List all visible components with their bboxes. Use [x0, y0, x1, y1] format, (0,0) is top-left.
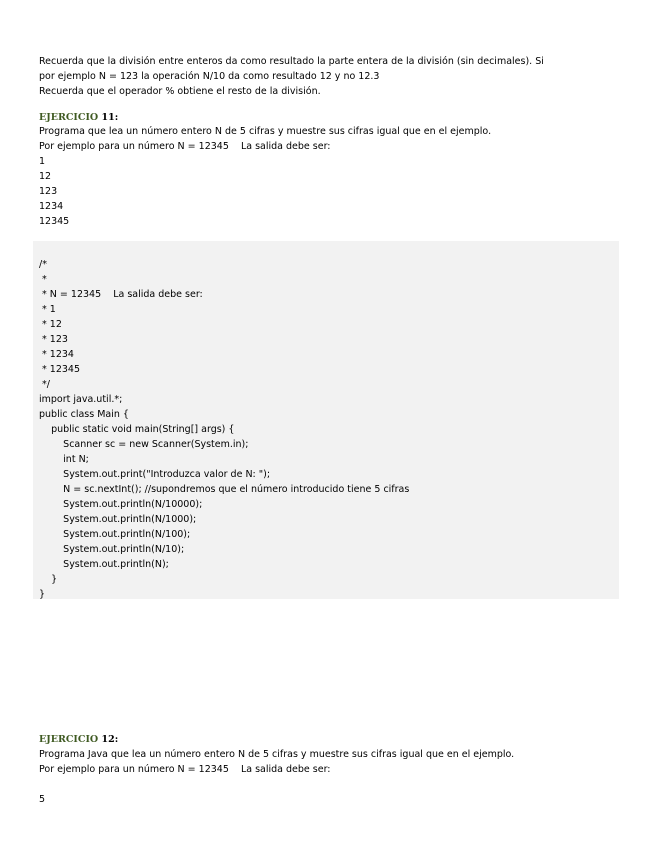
code-line: /* [39, 259, 47, 270]
code-line: System.out.print("Introduzca valor de N: "); [39, 469, 271, 480]
exercise-11-output-line: 12345 [39, 216, 70, 227]
exercise-11-output-line: 1 [39, 156, 46, 167]
intro-line-2: por ejemplo N = 123 la operación N/10 da como resultado 12 y no 12.3 [39, 71, 380, 82]
code-line: System.out.println(N/1000); [39, 514, 197, 525]
code-block [33, 241, 619, 599]
exercise-11-output-line: 123 [39, 186, 58, 197]
code-line: * 12 [39, 319, 62, 330]
exercise-12-heading [39, 734, 118, 746]
code-line: * N = 12345 La salida debe ser: [39, 289, 203, 300]
code-line: N = sc.nextInt(); //supondremos que el número introducido tiene 5 cifras [39, 484, 410, 495]
exercise-11-label: EJERCICIO [39, 112, 99, 123]
exercise-12-label: EJERCICIO [39, 734, 99, 745]
exercise-11-output-line: 12 [39, 171, 52, 182]
code-line: System.out.println(N/10); [39, 544, 185, 555]
intro-line-3: Recuerda que el operador % obtiene el resto de la división. [39, 86, 321, 97]
code-line: System.out.println(N); [39, 559, 169, 570]
code-line: * [39, 274, 47, 285]
code-line: System.out.println(N/10000); [39, 499, 203, 510]
code-line: * 12345 [39, 364, 81, 375]
code-line: } [39, 589, 46, 600]
code-line: Scanner sc = new Scanner(System.in); [39, 439, 249, 450]
code-line: int N; [39, 454, 89, 465]
code-line: * 123 [39, 334, 68, 345]
code-line: import java.util.*; [39, 394, 123, 405]
exercise-11-example: Por ejemplo para un número N = 12345 La salida debe ser: [39, 141, 331, 152]
intro-line-1: Recuerda que la división entre enteros da como resultado la parte entera de la división (sin decimales). Si [39, 56, 544, 67]
code-line: * 1234 [39, 349, 74, 360]
exercise-12-statement: Programa Java que lea un número entero N de 5 cifras y muestre sus cifras igual que en el ejemplo. [39, 749, 515, 760]
exercise-11-heading [39, 112, 118, 124]
exercise-11-statement: Programa que lea un número entero N de 5 cifras y muestre sus cifras igual que en el ejemplo. [39, 126, 492, 137]
exercise-12-output-line: 5 [39, 794, 46, 805]
code-line: * 1 [39, 304, 56, 315]
code-line: public class Main { [39, 409, 129, 420]
exercise-12-number: 12: [101, 734, 119, 745]
exercise-11-output-line: 1234 [39, 201, 64, 212]
code-line: public static void main(String[] args) { [39, 424, 235, 435]
code-line: } [39, 574, 58, 585]
exercise-12-example: Por ejemplo para un número N = 12345 La salida debe ser: [39, 764, 331, 775]
code-line: System.out.println(N/100); [39, 529, 191, 540]
code-line: */ [39, 379, 50, 390]
exercise-11-number: 11: [101, 112, 119, 123]
